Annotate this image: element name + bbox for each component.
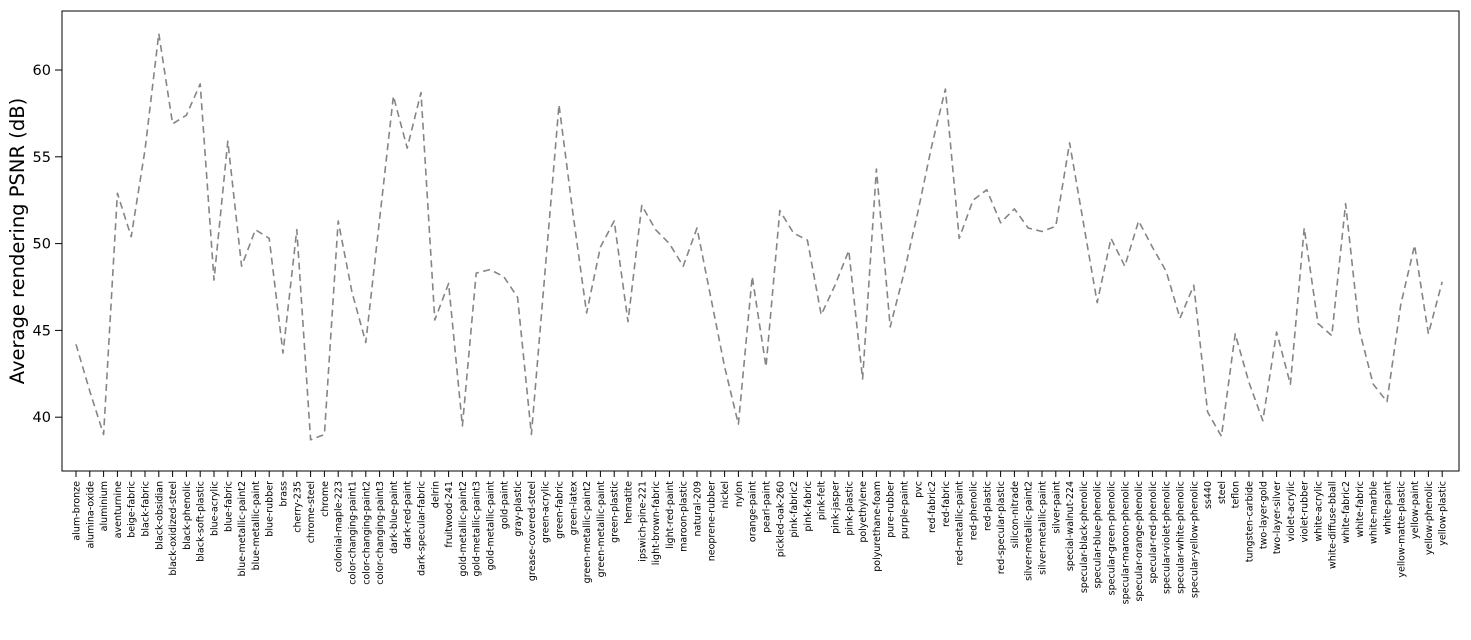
x-tick-label: red-phenolic xyxy=(968,481,980,541)
x-tick-label: blue-metallic-paint xyxy=(250,481,262,571)
x-tick-label: black-oxidized-steel xyxy=(168,481,180,576)
x-tick-label: white-fabric2 xyxy=(1341,481,1353,544)
x-tick-label: tungsten-carbide xyxy=(1244,481,1256,563)
x-tick-label: alum-bronze xyxy=(71,481,83,541)
x-tick-label: white-marble xyxy=(1368,481,1380,544)
x-tick-label: light-brown-fabric xyxy=(651,481,663,566)
y-tick-label: 40 xyxy=(32,410,51,427)
x-tick-label: silver-metallic-paint xyxy=(1037,481,1049,575)
x-tick-label: purple-paint xyxy=(899,481,911,540)
x-tick-label: maroon-plastic xyxy=(678,481,690,552)
axes-spines xyxy=(62,11,1459,471)
y-tick-label: 60 xyxy=(32,63,51,80)
x-tick-label: color-changing-paint1 xyxy=(347,481,359,585)
x-tick-label: delrin xyxy=(430,481,442,509)
x-tick-label: black-obsidian xyxy=(154,481,166,550)
x-tick-label: specular-orange-phenolic xyxy=(1134,481,1146,602)
x-tick-label: aluminium xyxy=(99,481,111,532)
x-tick-label: green-latex xyxy=(568,481,580,536)
x-tick-label: specular-green-phenolic xyxy=(1106,481,1118,596)
x-tick-label: chrome-steel xyxy=(306,481,318,544)
x-tick-label: beige-fabric xyxy=(126,481,138,538)
x-tick-label: color-changing-paint3 xyxy=(375,481,387,585)
x-tick-label: green-plastic xyxy=(609,481,621,543)
x-tick-label: gold-metallic-paint2 xyxy=(457,481,469,577)
x-tick-label: two-layer-gold xyxy=(1258,481,1270,550)
x-tick-label: color-changing-paint2 xyxy=(361,481,373,585)
plot-area xyxy=(33,11,1459,604)
x-tick-label: chrome xyxy=(319,481,331,517)
x-tick-label: yellow-plastic xyxy=(1437,481,1449,546)
x-tick-label: white-paint xyxy=(1382,481,1394,535)
x-tick-label: special-walnut-224 xyxy=(1065,481,1077,572)
x-tick-label: green-metallic-paint2 xyxy=(582,481,594,584)
x-tick-label: yellow-phenolic xyxy=(1423,481,1435,555)
x-tick-label: pvc xyxy=(913,481,925,498)
x-tick-label: orange-paint xyxy=(747,481,759,543)
y-tick-label: 45 xyxy=(32,323,51,340)
x-tick-label: pickled-oak-260 xyxy=(775,481,787,558)
x-tick-label: white-acrylic xyxy=(1313,481,1325,542)
x-tick-label: green-fabric xyxy=(554,481,566,539)
x-tick-label: blue-fabric xyxy=(223,481,235,532)
x-tick-label: specular-red-phenolic xyxy=(1147,481,1159,584)
x-tick-label: cherry-235 xyxy=(292,481,304,533)
x-tick-label: blue-metallic-paint2 xyxy=(237,481,249,577)
x-tick-label: silver-paint xyxy=(1051,481,1063,534)
x-tick-label: black-soft-plastic xyxy=(195,481,207,562)
x-tick-label: aventurnine xyxy=(112,481,124,539)
x-tick-label: polyethylene xyxy=(858,481,870,543)
x-tick-label: blue-rubber xyxy=(264,481,276,537)
y-axis-label: Average rendering PSNR (dB) xyxy=(6,97,29,385)
y-tick-label: 55 xyxy=(32,149,51,166)
x-tick-label: red-fabric xyxy=(940,481,952,527)
x-tick-label: gold-metallic-paint3 xyxy=(471,481,483,577)
x-tick-label: white-fabric xyxy=(1354,481,1366,538)
x-tick-label: light-red-paint xyxy=(664,481,676,549)
x-tick-label: colonial-maple-223 xyxy=(333,481,345,573)
x-tick-label: specular-black-phenolic xyxy=(1078,481,1090,594)
x-tick-label: blue-acrylic xyxy=(209,481,221,537)
x-tick-label: pearl-paint xyxy=(761,481,773,533)
x-axis xyxy=(72,471,1449,604)
x-tick-label: white-diffuse-bball xyxy=(1327,481,1339,570)
x-tick-label: gray-plastic xyxy=(513,481,525,537)
x-tick-label: red-specular-plastic xyxy=(996,481,1008,575)
x-tick-label: gold-paint xyxy=(499,481,511,530)
x-tick-label: pink-fabric2 xyxy=(789,481,801,538)
x-tick-label: natural-209 xyxy=(692,481,704,537)
x-tick-label: grease-covered-steel xyxy=(526,481,538,582)
x-tick-label: red-fabric2 xyxy=(927,481,939,534)
x-tick-label: hematite xyxy=(623,481,635,524)
x-tick-label: red-plastic xyxy=(982,481,994,532)
x-tick-label: dark-specular-fabric xyxy=(416,481,428,576)
x-tick-label: green-metallic-paint xyxy=(595,481,607,578)
x-tick-label: specular-yellow-phenolic xyxy=(1189,481,1201,599)
x-tick-label: specular-maroon-phenolic xyxy=(1120,481,1132,605)
x-tick-label: ipswich-pine-221 xyxy=(637,481,649,562)
x-tick-label: green-acrylic xyxy=(540,481,552,543)
x-tick-label: pink-fabric xyxy=(802,481,814,532)
x-tick-label: brass xyxy=(278,481,290,507)
x-tick-label: dark-blue-paint xyxy=(388,481,400,554)
x-tick-label: red-metallic-paint xyxy=(954,481,966,566)
x-tick-label: specular-violet-phenolic xyxy=(1161,481,1173,594)
x-tick-label: black-phenolic xyxy=(181,481,193,550)
x-tick-label: nylon xyxy=(733,481,745,508)
x-tick-label: pink-plastic xyxy=(844,481,856,536)
x-tick-label: specular-white-phenolic xyxy=(1175,481,1187,594)
x-tick-label: dark-red-paint xyxy=(402,481,414,549)
psnr-series-line xyxy=(76,34,1442,440)
x-tick-label: violet-rubber xyxy=(1299,481,1311,543)
x-tick-label: two-layer-silver xyxy=(1272,481,1284,555)
x-tick-label: steel xyxy=(1216,481,1228,505)
x-tick-label: polyurethane-foam xyxy=(871,481,883,572)
x-tick-label: pink-felt xyxy=(816,481,828,521)
y-axis xyxy=(33,63,62,426)
x-tick-label: ss440 xyxy=(1203,481,1215,510)
x-tick-label: yellow-matte-plastic xyxy=(1396,481,1408,578)
x-tick-label: violet-acrylic xyxy=(1285,481,1297,542)
x-tick-label: gold-metallic-paint xyxy=(485,481,497,571)
x-tick-label: pink-jasper xyxy=(830,481,842,534)
x-tick-label: teflon xyxy=(1230,481,1242,509)
x-tick-label: alumina-oxide xyxy=(85,481,97,549)
x-tick-label: neoprene-rubber xyxy=(706,481,718,562)
x-tick-label: silicon-nitrade xyxy=(1009,481,1021,549)
x-tick-label: black-fabric xyxy=(140,481,152,537)
x-tick-label: pure-rubber xyxy=(885,481,897,538)
x-tick-label: fruitwood-241 xyxy=(444,481,456,548)
x-tick-label: yellow-paint xyxy=(1410,481,1422,539)
x-tick-label: silver-metallic-paint2 xyxy=(1023,481,1035,581)
x-tick-label: nickel xyxy=(720,481,732,509)
x-tick-label: specular-blue-phenolic xyxy=(1092,481,1104,589)
y-tick-label: 50 xyxy=(32,236,51,253)
